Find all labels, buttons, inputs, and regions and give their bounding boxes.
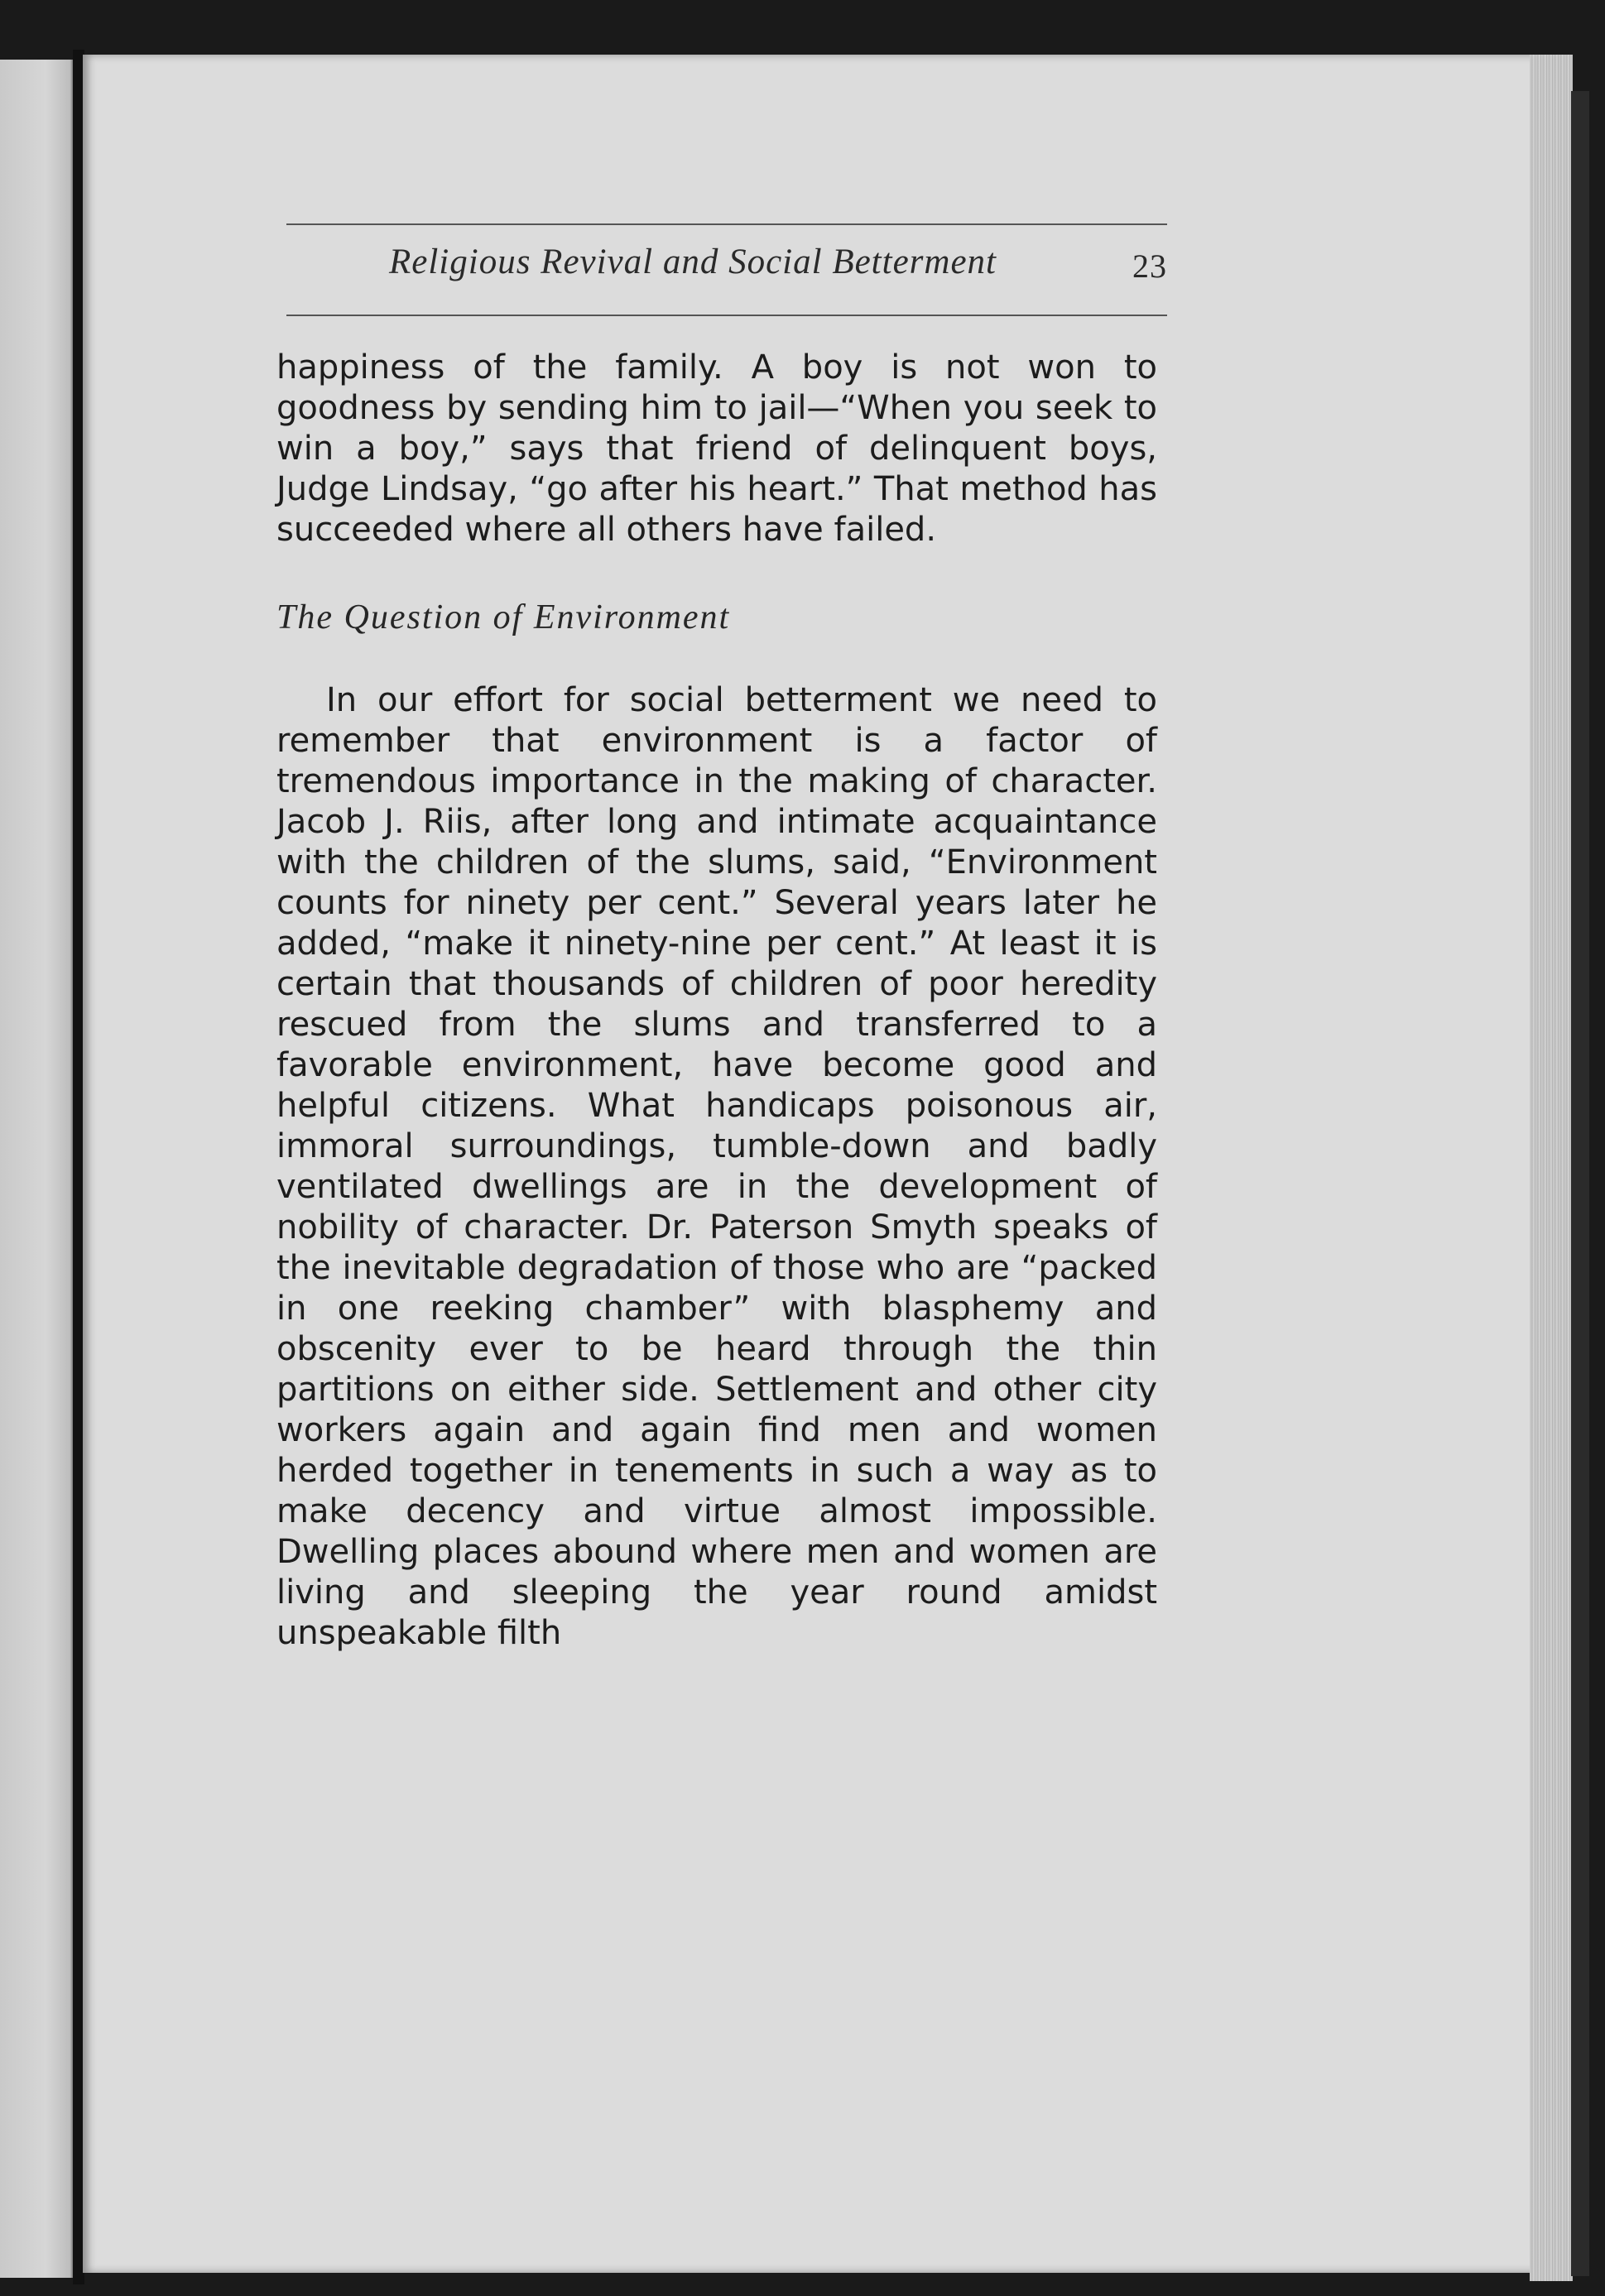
page-stack-edge [1530,55,1573,2281]
header-bottom-rule [286,315,1167,316]
running-head [389,242,1167,293]
paragraph-intro: happiness of the family. A boy is not won to goodness by sending him to jail—“When you seek to win a boy,” says that friend of delinquent boys, Judge Lindsay, “go after his heart.” That method has succeeded where all others have failed. [276,348,1157,549]
header-top-rule [286,223,1167,225]
section-heading: The Question of Environment [276,598,731,636]
page-number: 23 [1132,247,1167,285]
paragraph-environment: In our effort for social betterment we need to remember that environment is a factor of tremendous importance in the making of character. Jacob J. Riis, after long and intimate acquaintance with the children of the slums, said, “Environment counts for ninety per cent.” Several years later he added, “make it ninety-nine per cent.” At least it is certain that thousands of children of poor heredity rescued from the slums and transferred to a favorable environment, have become good and helpful citizens. What handicaps poisonous air, immoral surroundings, tumble-down and badly ventilated dwellings are in the development of nobility of character. Dr. Paterson Smyth speaks of the inevitable degradation of those who are “packed in one reeking chamber” with blasphemy and obscenity ever to be heard through the thin partitions on either side. Settlement and other city workers again and again find men and women herded together in tenements in such a way as to make decency and virtue almost impossible. Dwelling places abound where men and women are living and sleeping the year round amidst unspeakable filth [276,681,1157,1652]
running-head-title: Religious Revival and Social Betterment [389,243,997,281]
page-edge-shadow [1571,91,1589,2276]
left-page-edge [0,60,76,2278]
